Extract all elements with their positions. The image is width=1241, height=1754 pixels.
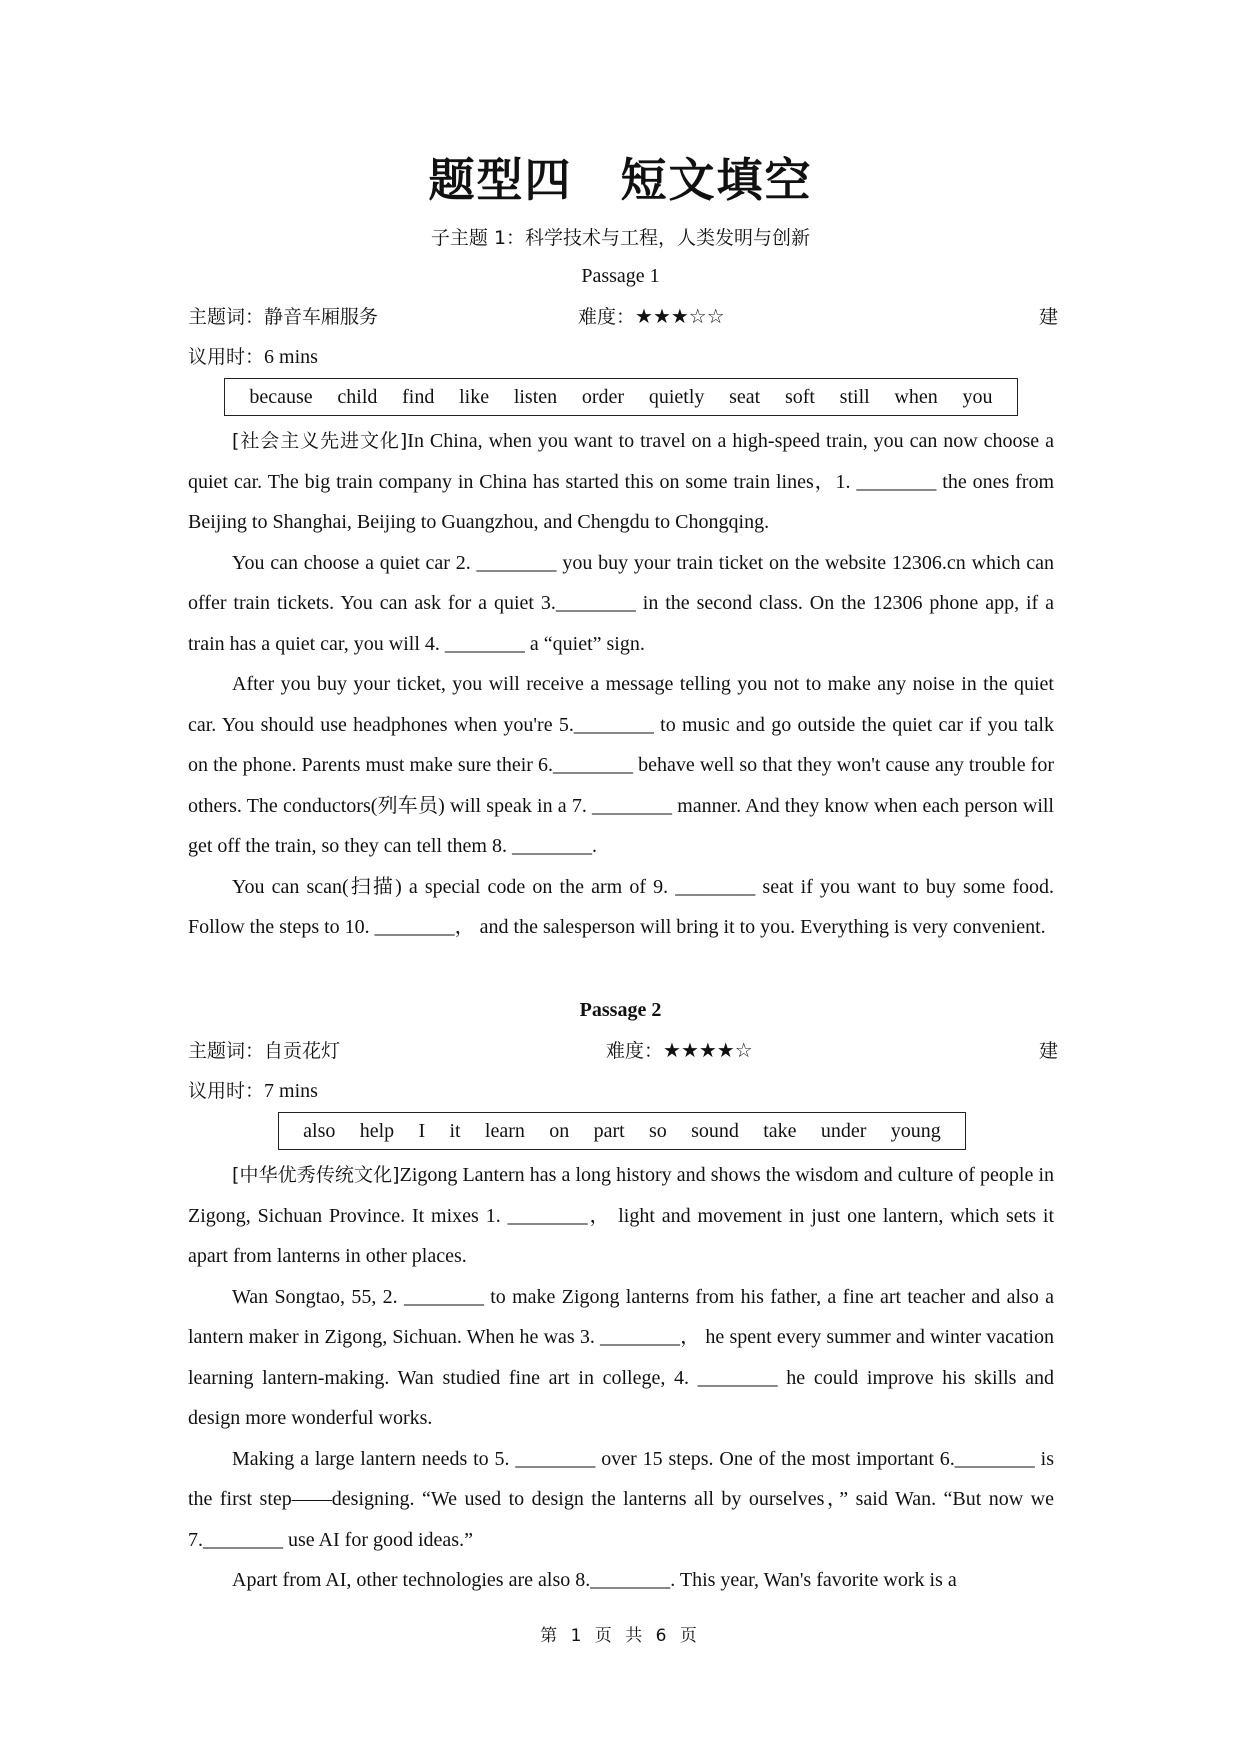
passage-2-keyword — [188, 1036, 340, 1066]
paragraph-text: In China, when you want to travel on a high-speed train, you can now choose a quiet car. The big train company in China has started this on some train lines，1. ________ the ones from Beijing to Shanghai, Beijing to Guangzhou, and Chengdu to Chongqing. — [188, 430, 1055, 533]
paragraph — [188, 421, 1054, 543]
difficulty-label: 难度： — [578, 306, 636, 328]
paragraph-text: Apart from AI, other technologies are also 8.________. This year, Wan's favorite work is a — [232, 1569, 957, 1591]
passage-1-word-bank — [224, 378, 1018, 416]
paragraph — [188, 1439, 1054, 1561]
paragraph-text: After you buy your ticket, you will receive a message telling you not to make any noise in the quiet car. You should use headphones when you're 5.________ to music and go outside the quiet car if you talk on the phone. Parents must make sure their 6.________ behave well so that they won't cause any trouble for others. The conductors(列车员) will speak in a 7. ________ manner. And they know when each person will get off the train, so they can tell them 8. ________. — [188, 673, 1054, 857]
word-bank-item: part — [593, 1119, 625, 1142]
paragraph — [188, 1277, 1054, 1439]
suggest-label: 建 — [1038, 1040, 1058, 1062]
word-bank-item: quietly — [648, 385, 705, 408]
time-value: 6 mins — [264, 346, 318, 368]
paragraph-text: You can choose a quiet car 2. ________ you buy your train ticket on the website 12306.cn which can offer train tickets. You can ask for a quiet 3.________ in the second class. On the 12306 phone app, if a train has a quiet car, you will 4. ________ a “quiet” sign. — [188, 551, 1054, 655]
word-bank-item: take — [763, 1119, 797, 1142]
paragraph-text: You can scan(扫描) a special code on the arm of 9. ________ seat if you want to buy some food. Follow the steps to 10. ________， and the salesperson will bring it to you. Everything is very convenient. — [188, 875, 1054, 938]
paragraph — [188, 664, 1054, 867]
passage-1-text — [188, 421, 1054, 948]
word-bank-item: young — [890, 1119, 941, 1142]
passage-1-label: Passage 1 — [581, 265, 660, 287]
time-label: 议用时： — [188, 346, 265, 368]
time-label: 议用时： — [188, 1080, 265, 1102]
word-bank-item: because — [249, 385, 313, 408]
passage-2-meta — [188, 1036, 1058, 1066]
word-bank-item: still — [839, 385, 870, 408]
paragraph — [188, 1560, 1054, 1601]
page-footer: 第 1 页 共 6 页 — [540, 1626, 701, 1646]
word-bank-item: under — [820, 1119, 867, 1142]
word-bank-item: listen — [513, 385, 558, 408]
word-bank-item: I — [418, 1119, 426, 1142]
word-bank-item: like — [459, 385, 490, 408]
passage-2-label: Passage 2 — [579, 999, 662, 1021]
keyword-label: 主题词： — [188, 306, 265, 328]
paragraph-tag: [中华优秀传统文化] — [232, 1164, 400, 1186]
passage-1-difficulty — [578, 302, 725, 332]
word-bank-item: child — [337, 385, 378, 408]
word-bank-item: when — [894, 385, 938, 408]
passage-2-text — [188, 1155, 1054, 1601]
word-bank-item: find — [402, 385, 435, 408]
word-bank-item: it — [449, 1119, 461, 1142]
passage-2-time — [188, 1076, 318, 1106]
word-bank-item: order — [581, 385, 625, 408]
passage-2-word-bank — [278, 1112, 966, 1150]
word-bank-item: sound — [691, 1119, 739, 1142]
paragraph-tag: [社会主义先进文化] — [232, 430, 408, 452]
passage-1-time — [188, 342, 318, 372]
word-bank-item: you — [962, 385, 993, 408]
time-value: 7 mins — [264, 1080, 318, 1102]
paragraph-text: Zigong Lantern has a long history and shows the wisdom and culture of people in Zigong, Sichuan Province. It mixes 1. ________， light and movement in just one lantern, which sets it apart from lanterns in other places. — [188, 1164, 1055, 1267]
passage-1-meta — [188, 302, 1058, 332]
suggest-label: 建 — [1038, 306, 1058, 328]
difficulty-stars: ★★★★☆ — [663, 1040, 753, 1062]
keyword-value: 自贡花灯 — [264, 1040, 341, 1062]
paragraph-text: Wan Songtao, 55, 2. ________ to make Zigong lanterns from his father, a fine art teacher and also a lantern maker in Zigong, Sichuan. When he was 3. ________， he spent every summer and winter vacation learning lantern-making. Wan studied fine art in college, 4. ________ he could improve his skills and design more wonderful works. — [188, 1285, 1054, 1429]
paragraph — [188, 543, 1054, 665]
keyword-label: 主题词： — [188, 1040, 265, 1062]
difficulty-label: 难度： — [606, 1040, 664, 1062]
word-bank-item: on — [549, 1119, 570, 1142]
keyword-value: 静音车厢服务 — [264, 306, 379, 328]
paragraph-text: Making a large lantern needs to 5. ________ over 15 steps. One of the most important 6.________ is the first step——designing. “We used to design the lanterns all by ourselves，” said Wan. “But now we 7.________ use AI for good ideas.” — [188, 1447, 1054, 1551]
difficulty-stars: ★★★☆☆ — [635, 306, 725, 328]
word-bank-item: so — [648, 1119, 667, 1142]
paragraph — [188, 867, 1054, 948]
word-bank-item: also — [303, 1119, 336, 1142]
word-bank-item: seat — [729, 385, 761, 408]
word-bank-item: learn — [484, 1119, 525, 1142]
word-bank-item: soft — [784, 385, 815, 408]
word-bank-item: help — [359, 1119, 395, 1142]
paragraph — [188, 1155, 1054, 1277]
passage-2-difficulty — [606, 1036, 753, 1066]
passage-1-keyword — [188, 302, 378, 332]
page-subtitle: 子主题 1：科学技术与工程，人类发明与创新 — [430, 227, 811, 249]
page-title: 题型四 短文填空 — [428, 153, 813, 207]
